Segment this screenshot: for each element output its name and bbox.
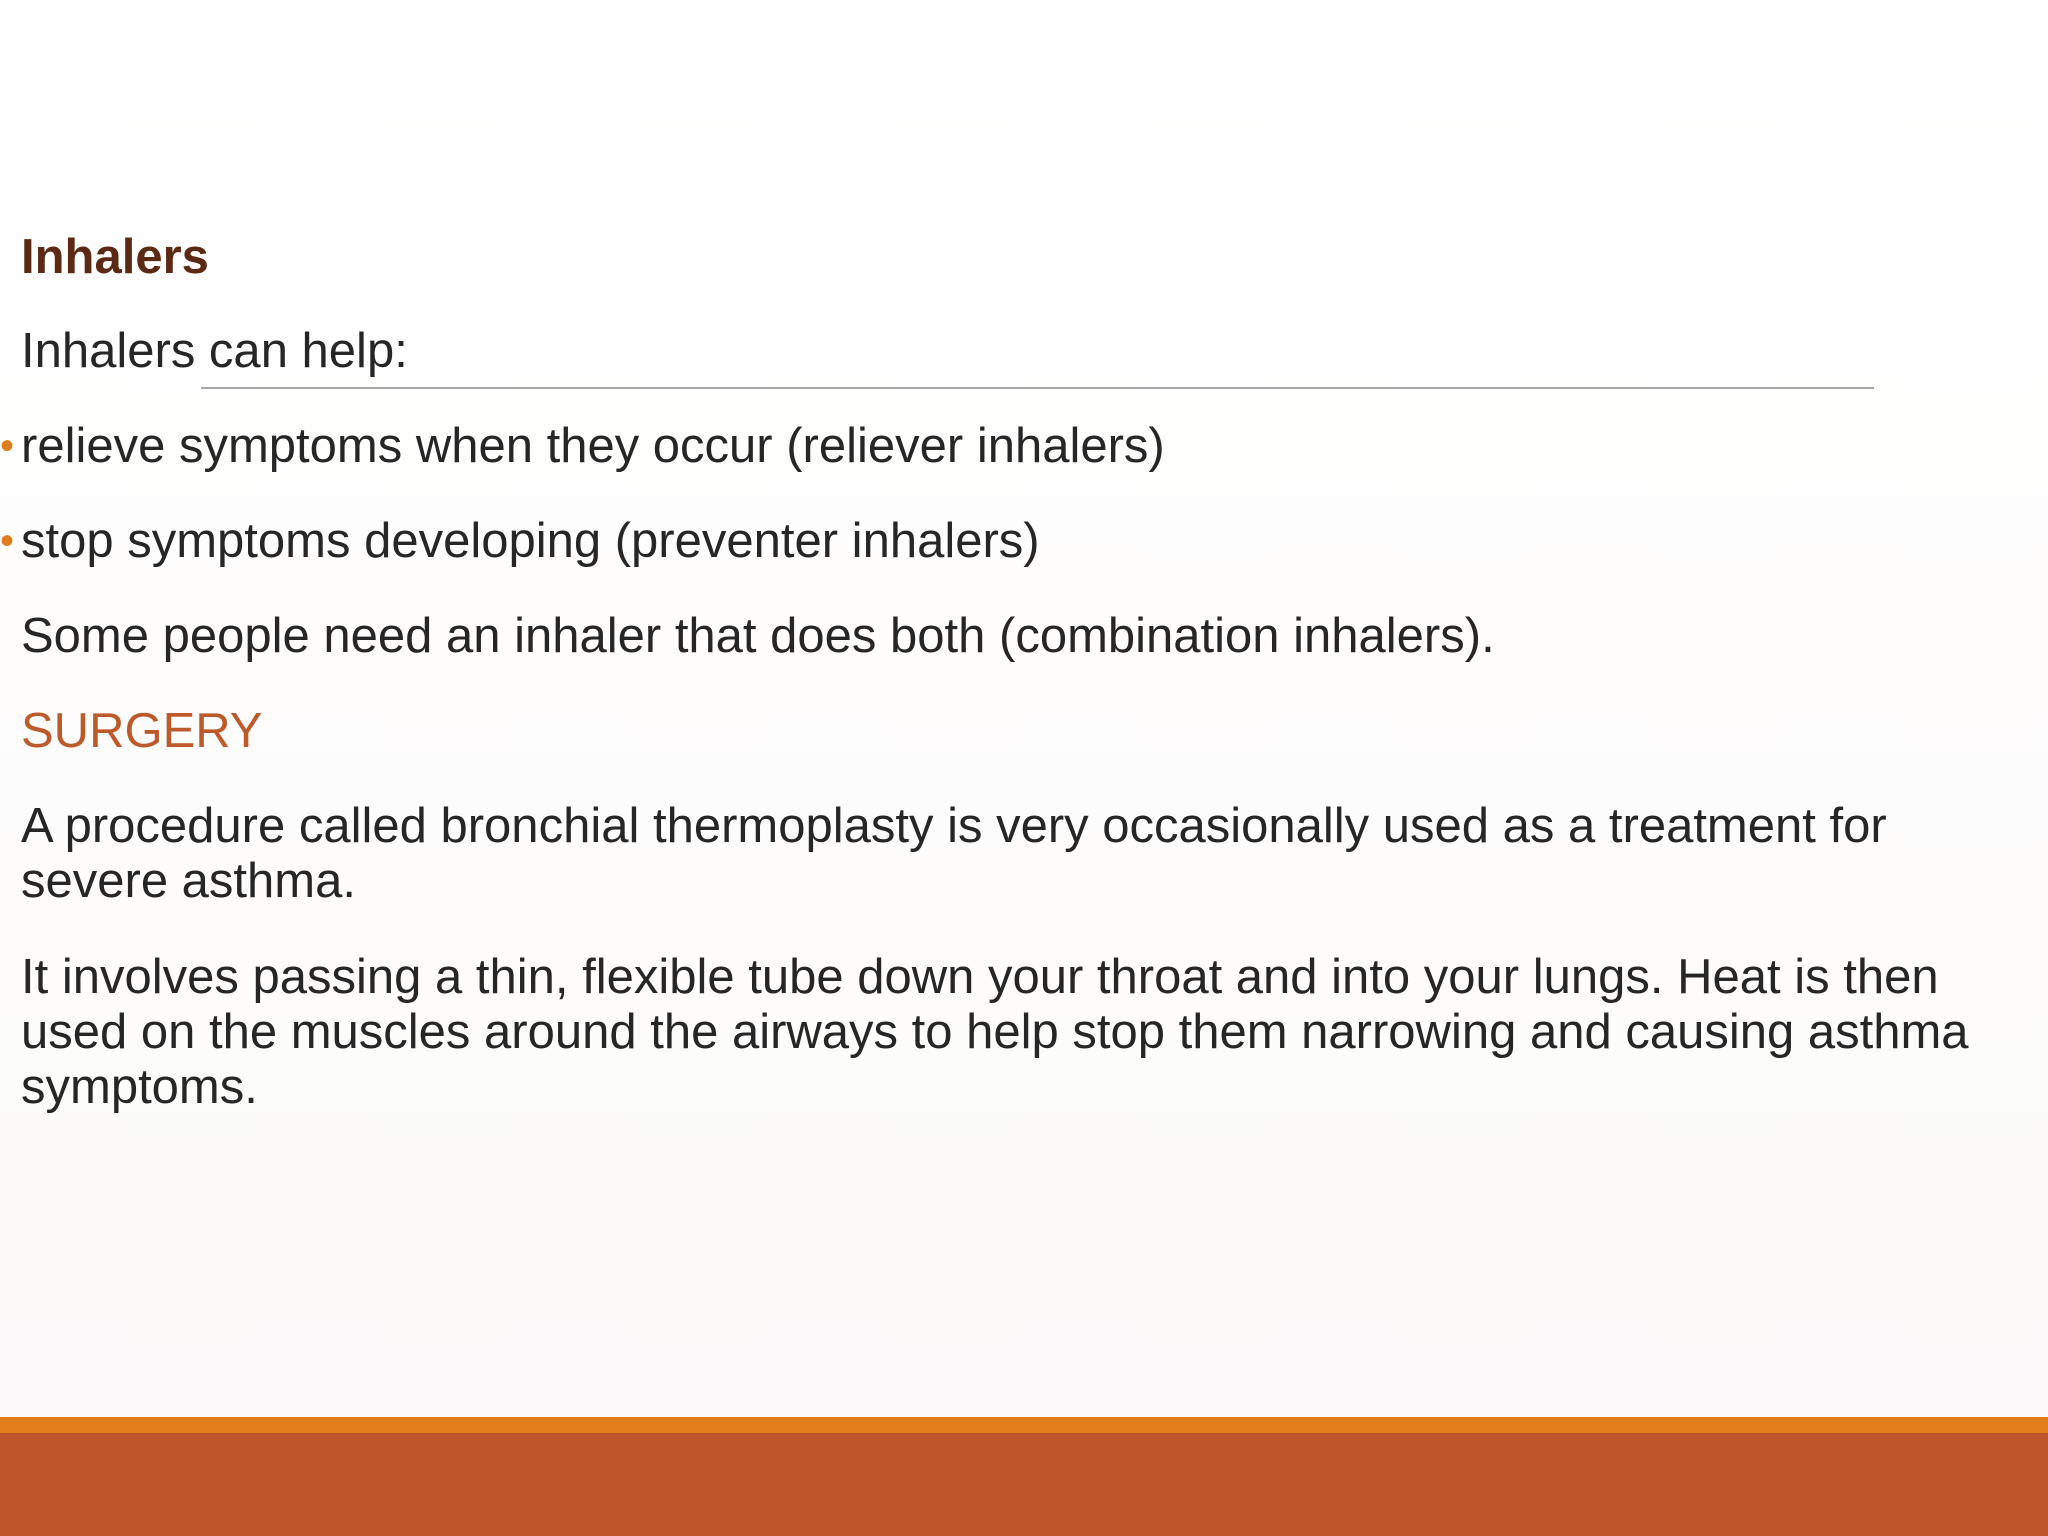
bullet-dot-icon: • bbox=[0, 424, 15, 468]
surgery-paragraph-2: It involves passing a thin, flexible tube down your throat and into your lungs. Heat is then used on the muscles around the airways to help stop them narrowing and causing asthma symptoms. bbox=[21, 950, 1969, 1114]
inhalers-intro: Inhalers can help: bbox=[21, 324, 408, 378]
bullet-item-reliever bbox=[0, 418, 1165, 474]
bullet-dot-icon: • bbox=[0, 519, 15, 563]
title-divider bbox=[201, 387, 1874, 389]
surgery-heading: SURGERY bbox=[21, 704, 263, 758]
bullet-text: stop symptoms developing (preventer inhalers) bbox=[21, 514, 1040, 568]
combination-text: Some people need an inhaler that does both (combination inhalers). bbox=[21, 609, 1495, 663]
footer-accent-stripe bbox=[0, 1417, 2048, 1433]
surgery-paragraph-1: A procedure called bronchial thermoplasty is very occasionally used as a treatment for severe asthma. bbox=[21, 799, 1887, 908]
bullet-text: relieve symptoms when they occur (reliever inhalers) bbox=[21, 419, 1165, 473]
bullet-item-preventer bbox=[0, 513, 1040, 569]
inhalers-heading: Inhalers bbox=[21, 230, 209, 284]
footer-bar bbox=[0, 1433, 2048, 1536]
